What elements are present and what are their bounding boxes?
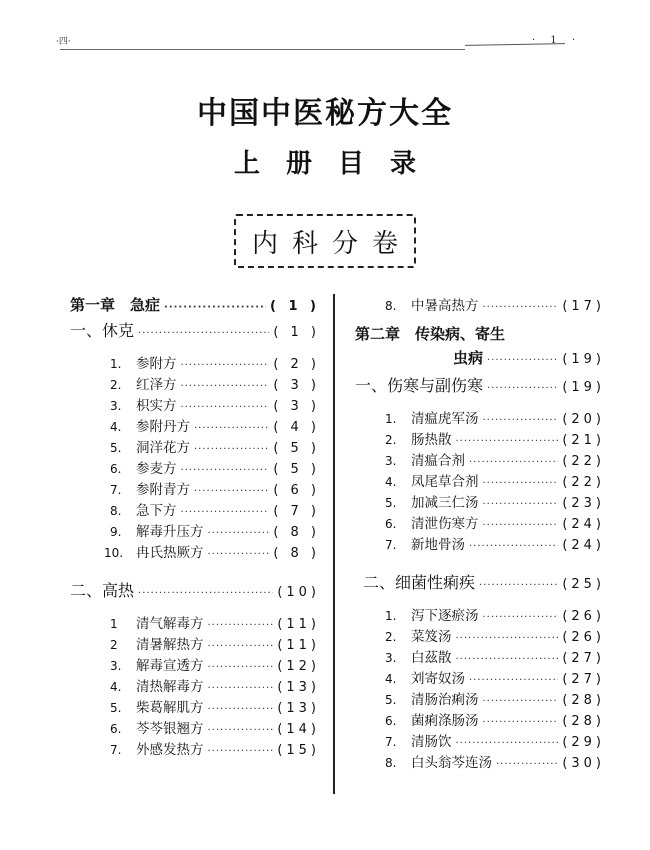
toc-entry[interactable] — [355, 646, 605, 667]
leader-dots — [194, 444, 269, 455]
entry-number: 7. — [110, 743, 122, 757]
toc-page-ref: (19) — [562, 352, 605, 367]
toc-page-ref: (29) — [562, 735, 605, 750]
toc-entry[interactable] — [70, 654, 320, 675]
leader-dots — [138, 328, 269, 339]
toc-page-ref: (13) — [277, 680, 320, 695]
entry-label: 加减三仁汤 — [411, 495, 479, 511]
leader-dots — [208, 528, 270, 539]
toc-right-column — [355, 294, 605, 772]
entry-label: 冉氏热厥方 — [136, 545, 204, 561]
entry-label: 清肠治痢汤 — [411, 692, 479, 708]
leader-dots — [208, 620, 274, 631]
leader-dots — [456, 633, 559, 644]
toc-section-label: 一、伤寒与副伤寒 — [355, 376, 484, 395]
entry-number: 8. — [110, 504, 122, 518]
entry-label: 解毒宣透方 — [136, 658, 204, 674]
toc-page-ref: (12) — [277, 659, 320, 674]
entry-label: 枳实方 — [136, 398, 177, 414]
entry-number: 1. — [385, 609, 397, 623]
toc-page-ref: (10) — [277, 585, 320, 600]
entry-label: 凤尾草合剂 — [411, 474, 479, 490]
entry-label: 芩芩银翘方 — [136, 721, 204, 737]
toc-entry[interactable] — [70, 373, 320, 394]
leader-dots — [483, 478, 559, 489]
leader-dots — [469, 541, 558, 552]
leader-dots — [181, 402, 270, 413]
column-divider — [333, 294, 335, 794]
toc-section-label: 二、细菌性痢疾 — [363, 573, 476, 592]
toc-page-ref: (22) — [562, 454, 605, 469]
entry-number: 2 — [110, 638, 118, 652]
leader-dots — [479, 580, 558, 591]
leader-dots — [181, 465, 270, 476]
leader-dots — [194, 486, 269, 497]
toc-page-ref: (15) — [277, 743, 320, 758]
toc-page-ref: ( 3 ) — [273, 399, 320, 414]
entry-label: 清热解毒方 — [136, 679, 204, 695]
toc-page-ref: (25) — [562, 577, 605, 592]
entry-label: 参附青方 — [136, 482, 190, 498]
toc-page-ref: ( 5 ) — [273, 441, 320, 456]
toc-page-ref: (26) — [562, 630, 605, 645]
toc-page-ref: (24) — [562, 538, 605, 553]
entry-number: 1. — [385, 412, 397, 426]
toc-page-ref: ( 4 ) — [273, 420, 320, 435]
entry-number: 4. — [385, 672, 397, 686]
toc-entry[interactable] — [355, 688, 605, 709]
entry-label: 清泄伤寒方 — [411, 516, 479, 532]
toc-entry[interactable] — [70, 352, 320, 373]
leader-dots — [208, 549, 270, 560]
entry-number: 5. — [385, 496, 397, 510]
leader-dots — [138, 588, 273, 599]
entry-label: 菜笈汤 — [411, 629, 452, 645]
leader-dots — [208, 641, 274, 652]
header-rule — [60, 49, 465, 50]
toc-page-ref: (30) — [562, 756, 605, 771]
entry-label: 中暑高热方 — [411, 298, 479, 314]
leader-dots — [456, 436, 559, 447]
toc-entry[interactable] — [70, 738, 320, 759]
leader-dots — [483, 612, 559, 623]
entry-label: 急下方 — [136, 503, 177, 519]
toc-entry[interactable] — [355, 470, 605, 491]
entry-label: 刘寄奴汤 — [411, 671, 465, 687]
toc-page-ref: ( 7 ) — [273, 504, 320, 519]
leader-dots — [456, 654, 559, 665]
leader-dots — [483, 302, 559, 313]
leader-dots — [208, 704, 274, 715]
entry-number: 5. — [385, 693, 397, 707]
entry-number: 4. — [385, 475, 397, 489]
toc-page-ref: (22) — [562, 475, 605, 490]
entry-number: 2. — [385, 433, 397, 447]
leader-dots — [208, 662, 274, 673]
toc-page-ref: (24) — [562, 517, 605, 532]
toc-entry[interactable] — [70, 499, 320, 520]
toc-entry[interactable] — [70, 478, 320, 499]
toc-section[interactable] — [70, 578, 320, 604]
toc-page-ref: ( 8 ) — [273, 546, 320, 561]
entry-label: 参麦方 — [136, 461, 177, 477]
toc-page-ref: (11) — [277, 638, 320, 653]
entry-label: 清暑解热方 — [136, 637, 204, 653]
toc-entry[interactable] — [70, 717, 320, 738]
leader-dots — [456, 738, 559, 749]
toc-section[interactable] — [355, 373, 605, 399]
toc-entry[interactable] — [355, 625, 605, 646]
entry-number: 2. — [385, 630, 397, 644]
entry-number: 3. — [110, 659, 122, 673]
toc-entry[interactable] — [355, 533, 605, 554]
toc-chapter-label-cont: 虫病 — [453, 349, 484, 367]
entry-label: 清瘟合剂 — [411, 453, 465, 469]
toc-entry[interactable] — [70, 612, 320, 633]
toc-page-ref: (28) — [562, 693, 605, 708]
entry-number: 5. — [110, 441, 122, 455]
entry-label: 清气解毒方 — [136, 616, 204, 632]
leader-dots — [208, 683, 274, 694]
leader-dots — [469, 675, 558, 686]
toc-page-ref: (20) — [562, 412, 605, 427]
toc-page-ref: (17) — [562, 299, 605, 314]
toc-entry[interactable] — [355, 709, 605, 730]
entry-label: 参附丹方 — [136, 419, 190, 435]
toc-page-ref: (27) — [562, 672, 605, 687]
toc-page-ref: (21) — [562, 433, 605, 448]
entry-number: 7. — [385, 538, 397, 552]
toc-section-label: 一、休克 — [70, 321, 135, 340]
toc-page-ref: (23) — [562, 496, 605, 511]
entry-label: 新地骨汤 — [411, 537, 465, 553]
entry-number: 9. — [110, 525, 122, 539]
entry-number: 6. — [110, 462, 122, 476]
toc-entry[interactable] — [355, 751, 605, 772]
toc-entry[interactable] — [355, 730, 605, 751]
entry-label: 参附方 — [136, 356, 177, 372]
leader-dots — [487, 383, 558, 394]
entry-number: 7. — [110, 483, 122, 497]
toc-entry[interactable] — [355, 604, 605, 625]
leader-dots — [496, 759, 558, 770]
toc-page-ref: ( 1 ) — [273, 325, 320, 340]
leader-dots — [181, 507, 270, 518]
entry-label: 肠热散 — [411, 432, 452, 448]
entry-number: 3. — [385, 651, 397, 665]
entry-number: 10. — [104, 546, 124, 560]
entry-label: 白头翁芩连汤 — [411, 755, 492, 771]
entry-number: 5. — [110, 701, 122, 715]
book-title: 中国中医秘方大全 — [197, 96, 453, 131]
entry-number: 3. — [110, 399, 122, 413]
entry-label: 白茲散 — [411, 650, 452, 666]
leader-dots — [483, 696, 559, 707]
toc-page-ref: (26) — [562, 609, 605, 624]
volume-section-box — [234, 214, 416, 268]
entry-number: 2. — [110, 378, 122, 392]
toc-chapter-2[interactable] — [355, 323, 605, 347]
toc-page-ref: ( 2 ) — [273, 357, 320, 372]
entry-label: 泻下逐瘀汤 — [411, 608, 479, 624]
toc-entry[interactable] — [70, 394, 320, 415]
entry-label: 菌痢涤肠汤 — [411, 713, 479, 729]
entry-label: 解毒升压方 — [136, 524, 204, 540]
toc-entry[interactable] — [355, 449, 605, 470]
toc-entry[interactable] — [355, 667, 605, 688]
leader-dots — [483, 499, 559, 510]
toc-entry[interactable] — [355, 491, 605, 512]
entry-number: 4. — [110, 680, 122, 694]
entry-number: 8. — [385, 756, 397, 770]
leader-dots — [208, 746, 274, 757]
toc-page-ref: ( 3 ) — [273, 378, 320, 393]
entry-label: 清肠饮 — [411, 734, 452, 750]
toc-chapter-label: 第一章 急症 — [70, 296, 161, 314]
toc-entry[interactable] — [70, 633, 320, 654]
leader-dots — [487, 355, 558, 366]
leader-dots — [208, 725, 274, 736]
toc-entry[interactable] — [70, 696, 320, 717]
toc-entry[interactable] — [355, 407, 605, 428]
toc-chapter-1[interactable] — [70, 294, 320, 318]
toc-entry[interactable] — [70, 457, 320, 478]
toc-entry[interactable] — [355, 428, 605, 449]
entry-number: 6. — [385, 517, 397, 531]
page-number: · 1 · — [532, 35, 582, 46]
toc-subtitle: 上册目录 — [233, 149, 442, 179]
toc-entry[interactable] — [70, 520, 320, 541]
entry-label: 清瘟虎军汤 — [411, 411, 479, 427]
leader-dots — [469, 457, 558, 468]
toc-page-ref: ( 8 ) — [273, 525, 320, 540]
toc-entry[interactable] — [70, 436, 320, 457]
toc-section[interactable] — [70, 318, 320, 344]
entry-number: 7. — [385, 735, 397, 749]
leader-dots — [483, 415, 559, 426]
entry-number: 3. — [385, 454, 397, 468]
toc-page-ref: ( 1 ) — [270, 299, 320, 314]
toc-page-ref: ( 6 ) — [273, 483, 320, 498]
running-header-left: ·四· — [56, 37, 71, 47]
toc-page-ref: (14) — [277, 722, 320, 737]
entry-label: 柴葛解肌方 — [136, 700, 204, 716]
entry-number: 4. — [110, 420, 122, 434]
leader-dots — [164, 302, 266, 313]
leader-dots — [483, 717, 559, 728]
entry-label: 红泽方 — [136, 377, 177, 393]
toc-page-ref: (28) — [562, 714, 605, 729]
toc-entry[interactable] — [70, 541, 320, 562]
entry-number: 6. — [110, 722, 122, 736]
leader-dots — [194, 423, 269, 434]
toc-page-ref: (11) — [277, 617, 320, 632]
toc-section-label: 二、高热 — [70, 581, 135, 600]
toc-page-ref: ( 5 ) — [273, 462, 320, 477]
entry-label: 外感发热方 — [136, 742, 204, 758]
toc-chapter-2-continued[interactable] — [355, 347, 605, 373]
entry-number: 1 — [110, 617, 118, 631]
entry-number: 8. — [385, 299, 397, 313]
volume-section-title: 内科分卷 — [251, 228, 412, 259]
toc-page-ref: (27) — [562, 651, 605, 666]
entry-number: 1. — [110, 357, 122, 371]
toc-entry[interactable] — [70, 415, 320, 436]
toc-section[interactable] — [355, 570, 605, 596]
entry-label: 洞洋花方 — [136, 440, 190, 456]
leader-dots — [181, 381, 270, 392]
toc-page-ref: (19) — [562, 380, 605, 395]
toc-entry[interactable] — [70, 675, 320, 696]
toc-entry[interactable] — [355, 294, 605, 315]
leader-dots — [483, 520, 559, 531]
toc-entry[interactable] — [355, 512, 605, 533]
toc-left-column — [70, 294, 320, 759]
toc-page-ref: (13) — [277, 701, 320, 716]
entry-number: 6. — [385, 714, 397, 728]
toc-chapter-label: 第二章 传染病、寄生 — [355, 325, 506, 343]
leader-dots — [181, 360, 270, 371]
